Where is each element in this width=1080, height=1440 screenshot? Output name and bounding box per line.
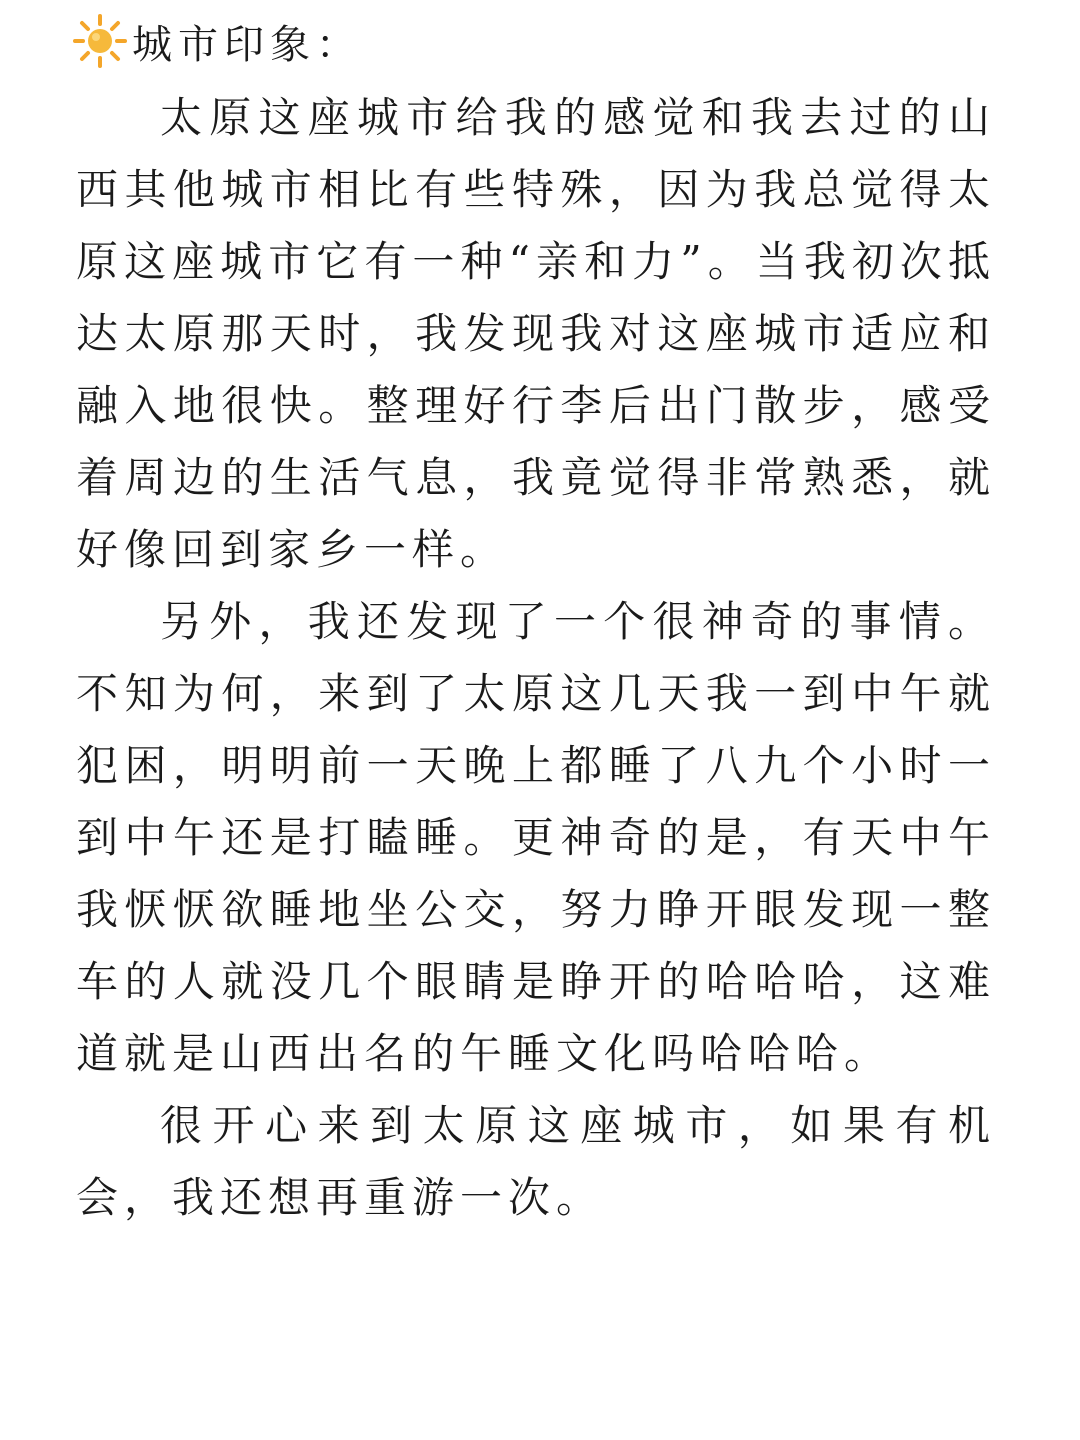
paragraph-2: 另外，我还发现了一个很神奇的事情。不知为何，来到了太原这几天我一到中午就犯困，明明前一天晚上都睡了八九个小时一到中午还是打瞌睡。更神奇的是，有天中午我恹恹欲睡地坐公交，努力睁开眼发现一整车的人就没几个眼睛是睁开的哈哈哈，这难道就是山西出名的午睡文化吗哈哈哈。 [76,597,996,1078]
paragraph-3: 很开心来到太原这座城市，如果有机会，我还想再重游一次。 [76,1101,996,1222]
sun-icon [72,13,128,69]
paragraph-1: 太原这座城市给我的感觉和我去过的山西其他城市相比有些特殊，因为我总觉得太原这座城市它有一种“亲和力”。当我初次抵达太原那天时，我发现我对这座城市适应和融入地很快。整理好行李后出门散步，感受着周边的生活气息，我竟觉得非常熟悉，就好像回到家乡一样。 [76,93,996,574]
section-heading [76,10,996,72]
note-page [76,10,996,1234]
section-title: 城市印象： [132,21,362,68]
